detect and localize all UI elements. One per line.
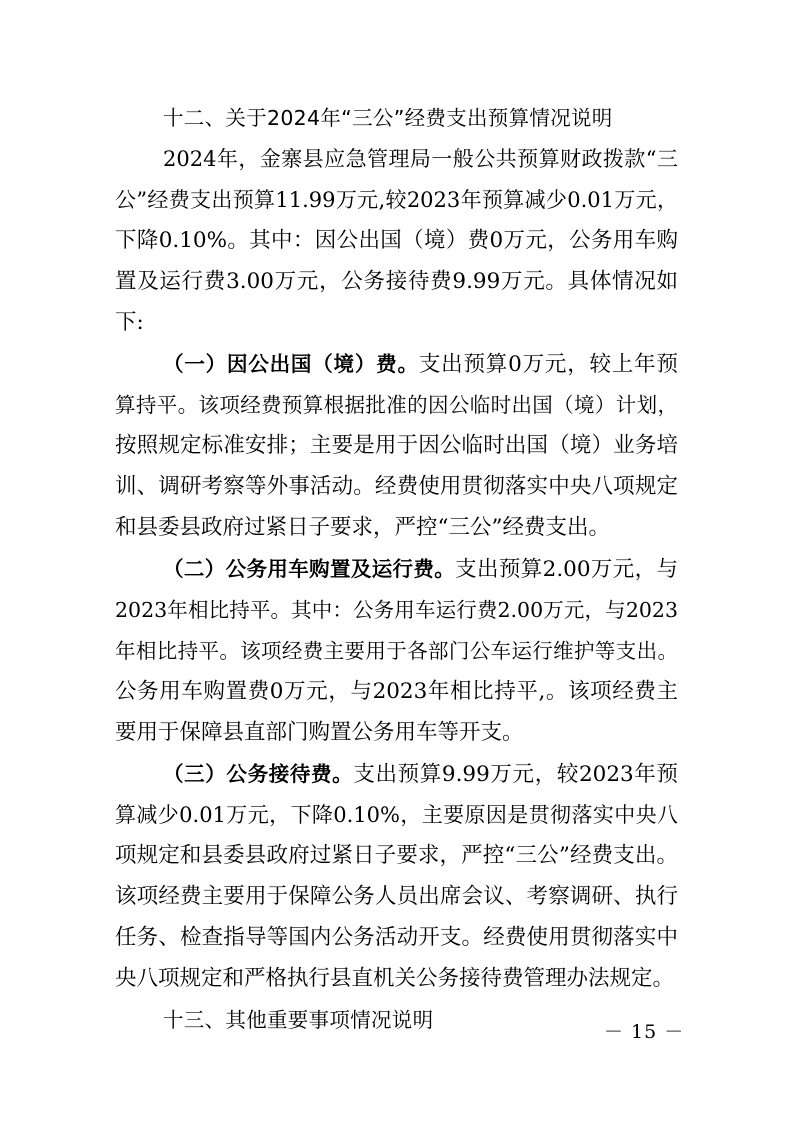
paragraph-text: 支出预算0万元，较上年预 <box>418 352 679 377</box>
paragraph-line: 置及运行费3.00万元，公务接待费9.99万元。具体情况如 <box>115 269 678 294</box>
paragraph-line: 2024年，金寨县应急管理局一般公共预算财政拨款“三 <box>163 147 678 171</box>
paragraph-line: 2023年相比持平。其中：公务用车运行费2.00万元，与2023 <box>115 598 678 622</box>
paragraph-line: 公务用车购置费0万元，与2023年相比持平,。该项经费主 <box>115 679 678 704</box>
paragraph-line: 下降0.10%。其中：因公出国（境）费0万元，公务用车购 <box>115 228 678 253</box>
paragraph-line: 该项经费主要用于保障公务人员出席会议、考察调研、执行 <box>115 884 678 909</box>
paragraph-line: 算减少0.01万元，下降0.10%，主要原因是贯彻落实中央八 <box>115 803 678 827</box>
paragraph-line: 项规定和县委县政府过紧日子要求，严控“三公”经费支出。 <box>115 843 678 868</box>
paragraph-line: 和县委县政府过紧日子要求，严控“三公”经费支出。 <box>115 515 610 540</box>
section-heading-13: 十三、其他重要事项情况说明 <box>163 1008 434 1032</box>
paragraph-line: 任务、检查指导等国内公务活动开支。经费使用贯彻落实中 <box>115 925 678 950</box>
paragraph-line: 算持平。该项经费预算根据批准的因公临时出国（境）计划， <box>115 393 678 417</box>
paragraph-text: 支出预算9.99万元，较2023年预 <box>353 762 678 787</box>
paragraph-line: 年相比持平。该项经费主要用于各部门公车运行维护等支出。 <box>115 639 678 663</box>
subsection-title-3: （三）公务接待费。 <box>163 762 354 786</box>
paragraph-line <box>163 344 678 384</box>
paragraph-line <box>163 754 678 794</box>
page-number: － 15 － <box>604 1021 685 1043</box>
paragraph-line: 下: <box>115 310 144 335</box>
paragraph-line: 训、调研考察等外事活动。经费使用贯彻落实中央八项规定 <box>115 474 678 499</box>
paragraph-line: 公”经费支出预算11.99万元,较2023年预算减少0.01万元， <box>115 188 678 212</box>
subsection-title-1: （一）因公出国（境）费。 <box>163 352 419 376</box>
paragraph-line: 要用于保障县直部门购置公务用车等开支。 <box>115 720 524 745</box>
paragraph-text: 支出预算2.00万元，与 <box>455 557 678 582</box>
section-heading-12: 十二、关于2024年“三公”经费支出预算情况说明 <box>163 106 613 130</box>
paragraph-line: 央八项规定和严格执行县直机关公务接待费管理办法规定。 <box>115 966 675 991</box>
paragraph-line: 按照规定标准安排；主要是用于因公临时出国（境）业务培 <box>115 433 678 458</box>
paragraph-line <box>163 549 678 589</box>
subsection-title-2: （二）公务用车购置及运行费。 <box>163 557 456 581</box>
